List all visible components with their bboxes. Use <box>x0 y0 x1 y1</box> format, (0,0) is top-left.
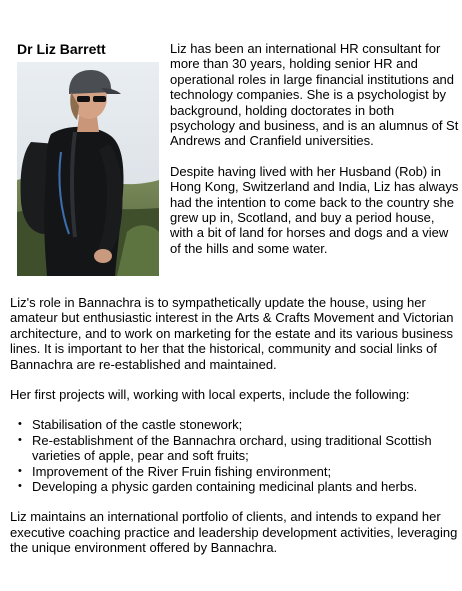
list-item: • Developing a physic garden containing medicinal plants and herbs. <box>32 479 462 494</box>
profile-photo <box>17 62 159 276</box>
closing-paragraph: Liz maintains an international portfolio of clients, and intends to expand her executive coaching practice and leadership development activities, leveraging the unique environment offered by Bannachra. <box>10 509 458 556</box>
projects-list <box>10 417 462 494</box>
list-item: • Re-establishment of the Bannachra orchard, using traditional Scottish varieties of apple, pear and soft fruits; <box>32 433 462 464</box>
profile-photo-image <box>17 62 159 276</box>
projects-intro: Her first projects will, working with local experts, include the following: <box>10 387 410 403</box>
profile-name: Dr Liz Barrett <box>17 41 106 57</box>
list-item: • Improvement of the River Fruin fishing environment; <box>32 464 462 479</box>
list-item: • Stabilisation of the castle stonework; <box>32 417 462 432</box>
intro-paragraph: Despite having lived with her Husband (Rob) in Hong Kong, Switzerland and India, Liz has always had the intention to come back to the country she grew up in, Scotland, and buy a period house, with a bit of land for horses and dogs and a view of the hills and some water. <box>170 163 459 256</box>
intro-paragraph: Liz has been an international HR consultant for more than 30 years, holding senior HR and operational roles in large financial institutions and technology companies. She is a psychologist by background, holding doctorates in both psychology and business, and is an alumnus of St Andrews and Cranfield universities. <box>170 41 459 149</box>
role-paragraph: Liz's role in Bannachra is to sympathetically update the house, using her amateur but enthusiastic interest in the Arts & Crafts Movement and Victorian architecture, and to work on marketing for the estate and its various business lines. It is important to her that the historical, community and social links of Bannachra are re-established and maintained. <box>10 295 454 372</box>
intro-section <box>170 41 460 256</box>
body-section <box>10 295 462 556</box>
